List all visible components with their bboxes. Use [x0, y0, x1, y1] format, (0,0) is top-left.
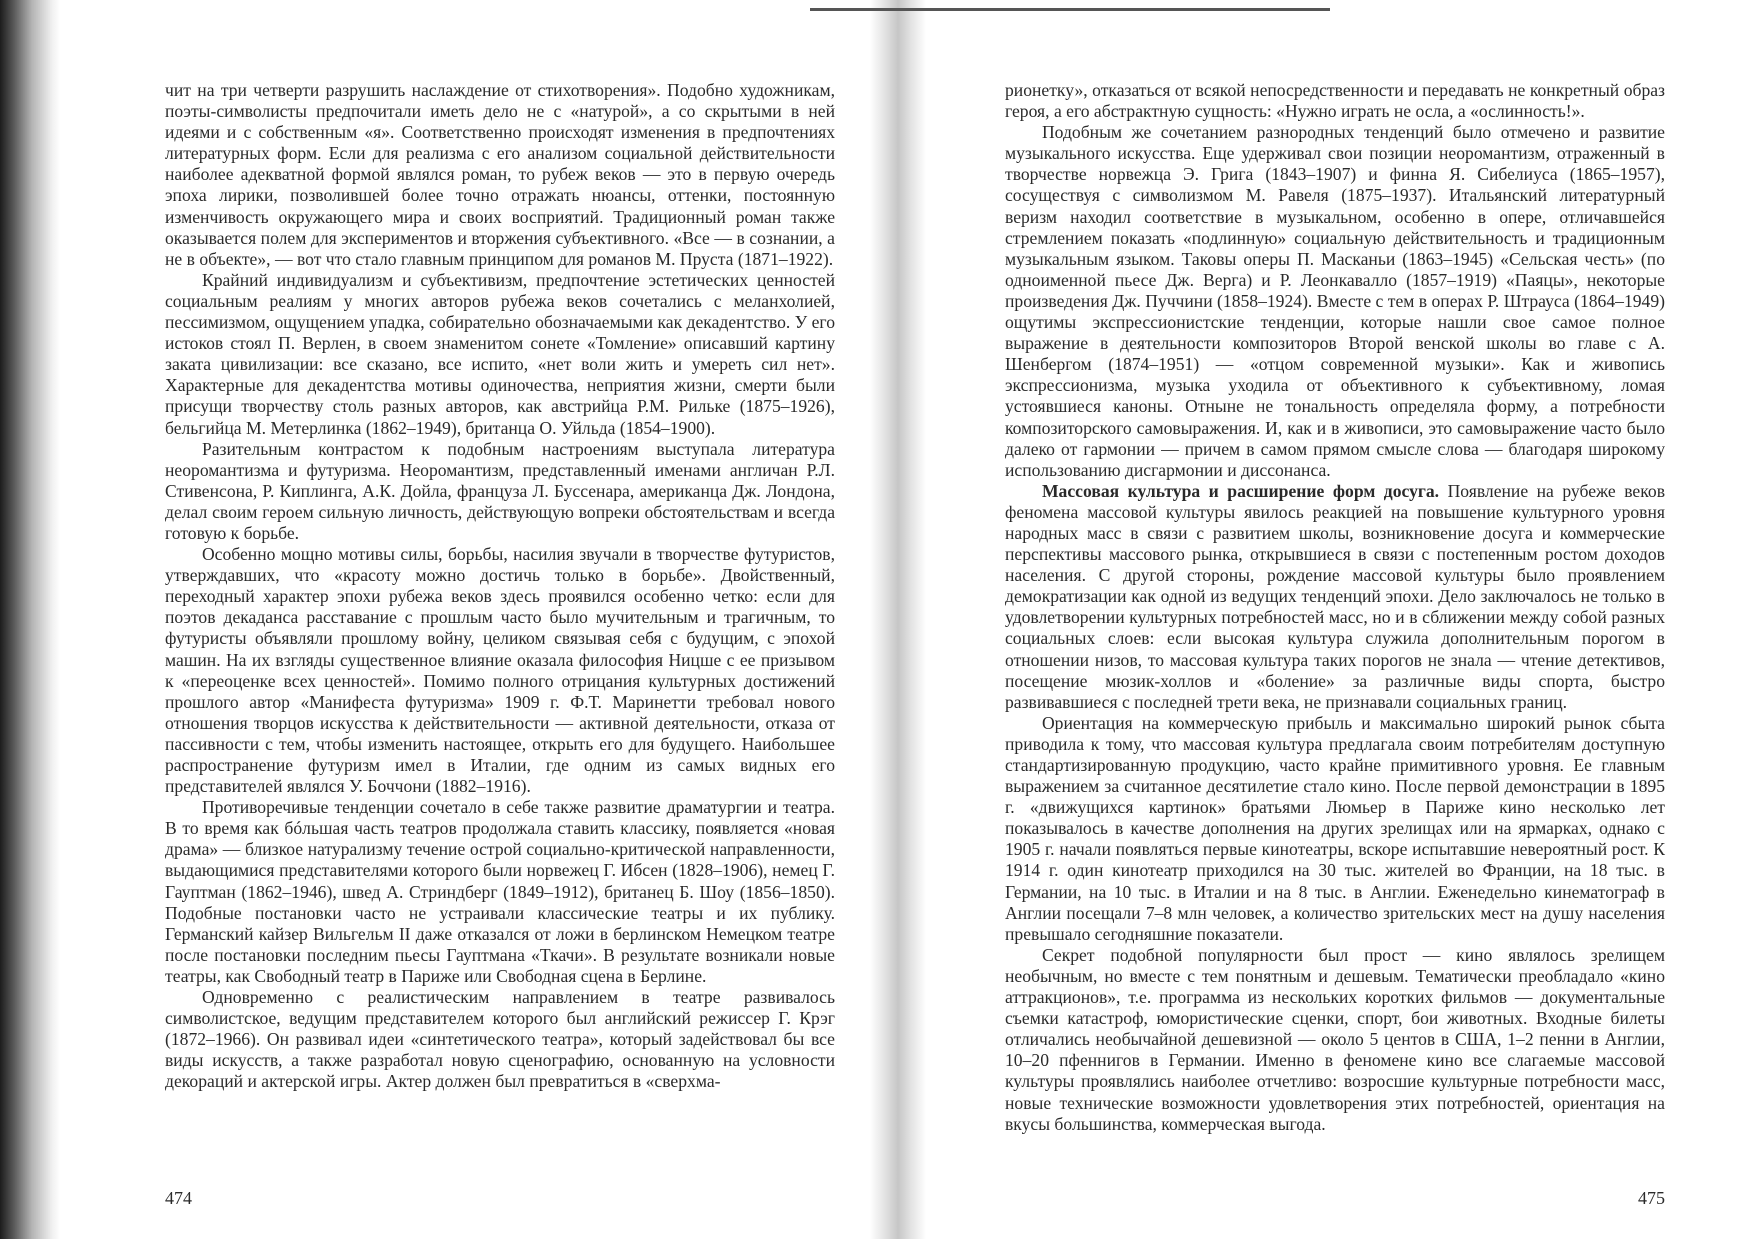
right-paragraph-2: Подобным же сочетанием разнородных тенденций было отмечено и развитие музыкального искусства. Еще удерживал свои позиции неоромантизм, отраженный в творчестве норвежца Э. Грига (1843–1907) и финна Я. Сибелиуса (1865–1957), сосуществуя с символизмом М. Равеля (1875–1937). Итальянский литературный веризм находил соответствие в музыкальном, особенно в опере, отличавшейся стремлением показать «подлинную» социальную действительность и традиционным музыкальным языком. Таковы оперы П. Масканьи (1863–1945) «Сельская честь» (по одноименной пьесе Дж. Верга) и Р. Леонкавалло (1857–1919) «Паяцы», некоторые произведения Дж. Пуччини (1858–1924). Вместе с тем в операх Р. Штрауса (1864–1949) ощутимы экспрессионистские тенденции, которые нашли свое самое полное выражение в деятельности композиторов Второй венской школы во главе с А. Шенбергом (1874–1951) — «отцом современной музыки». Как и живопись экспрессионизма, музыка уходила от объективного к субъективному, ломая устоявшиеся каноны. Отныне не тональность определяла форму, а потребности композиторского самовыражения. И, как и в живописи, это самовыражение часто было далеко от гармонии — причем в самом прямом смысле слова — благодаря широкому использованию дисгармонии и диссонанса.	[1005, 122, 1665, 480]
mass-culture-paragraph	[1005, 481, 1665, 713]
section-heading-mass-culture: Массовая культура и расширение форм досуга.	[1041, 480, 1440, 501]
right-paragraph-1: рионетку», отказаться от всякой непосредственности и передавать не конкретный образ героя, а его абстрактную сущность: «Нужно играть не осла, а «ослинность!».	[1005, 80, 1665, 122]
right-paragraph-5: Секрет подобной популярности был прост — кино являлось зрелищем необычным, но вместе с тем понятным и дешевым. Тематически преобладало «кино аттракционов», т.е. программа из нескольких коротких фильмов — документальные съемки катастроф, юмористические сценки, спорт, бои животных. Входные билеты отличались необычайной дешевизной — около 5 центов в США, 1–2 пенни в Англии, 10–20 пфеннигов в Германии. Именно в феномене кино все слагаемые массовой культуры проявлялись наиболее отчетливо: возросшие культурные потребности масс, новые технические возможности удовлетворения этих потребностей, ориентация на вкусы большинства, коммерческая выгода.	[1005, 944, 1665, 1134]
scan-shadow-left	[0, 0, 60, 1239]
left-paragraph-3: Разительным контрастом к подобным настроениям выступала литература неоромантизма и футуризма. Неоромантизм, представленный именами англичан Р.Л. Стивенсона, Р. Киплинга, А.К. Дойла, француза Л. Буссенара, американца Дж. Лондона, делал своим героем сильную личность, действующую вопреки обстоятельствам и всегда готовую к борьбе.	[165, 438, 835, 543]
left-paragraph-6: Одновременно с реалистическим направлением в театре развивалось символистское, ведущим представителем которого был английский режиссер Г. Крэг (1872–1966). Он развивал идеи «синтетического театра», который задействовал бы все виды искусств, а также разработал новую сценографию, основанную на условности декораций и актерской игры. Актер должен был превратиться в «сверхма-	[165, 987, 835, 1092]
right-paragraph-4: Ориентация на коммерческую прибыль и максимально широкий рынок сбыта приводила к тому, что массовая культура предлагала своим потребителям доступную стандартизированную продукцию, часто крайне примитивного уровня. Ее главным выражением за считанное десятилетие стало кино. После первой демонстрации в 1895 г. «движущихся картинок» братьями Люмьер в Париже кино несколько лет показывалось в качестве дополнения на других зрелищах или на ярмарках, однако с 1905 г. начали появляться первые кинотеатры, вскоре испытавшие невероятный рост. К 1914 г. один кинотеатр приходился на 30 тыс. жителей во Франции, на 18 тыс. в Германии, на 10 тыс. в Италии и на 8 тыс. в Англии. Еженедельно кинематограф в Англии посещали 7–8 млн человек, а количество зрительских мест на душу населения превышало сегодняшние показатели.	[1005, 712, 1665, 944]
mass-culture-text: Появление на рубеже веков феномена массовой культуры явилось реакцией на повышение культурного уровня народных масс в связи с развитием школы, возникновение досуга и коммерческие перспективы массового рынка, открывшиеся в связи с постепенным ростом доходов населения. С другой стороны, рождение массовой культуры было проявлением демократизации как одной из ведущих тенденций эпохи. Дело заключалось не только в удовлетворении культурных потребностей масс, но и в сближении между собой разных социальных слоев: если высокая культура служила дополнительным порогом в отношении низов, то массовая культура таких порогов не знала — чтение детективов, посещение мюзик-холлов и «боление» за различные виды спорта, быстро развивавшиеся с последней трети века, не признавали социальных границ.	[1005, 480, 1665, 712]
left-page	[165, 80, 835, 1093]
left-paragraph-4: Особенно мощно мотивы силы, борьбы, насилия звучали в творчестве футуристов, утверждавших, что «красоту можно достичь только в борьбе». Двойственный, переходный характер эпохи рубежа веков здесь проявился особенно четко: если для поэтов декаданса расставание с прошлым часто было мучительным и трагичным, то футуристы объявляли прошлому войну, целиком связывая себя с будущим, с эпохой машин. На их взгляды существенное влияние оказала философия Ницше с ее призывом к «переоценке всех ценностей». Помимо полного отрицания культурных достижений прошлого автор «Манифеста футуризма» 1909 г. Ф.Т. Маринетти требовал нового отношения творцов искусства к действительности — активной деятельности, отказа от пассивности с тем, чтобы изменить настоящее, открыть его для будущего. Наибольшее распространение футуризм имел в Италии, где одним из самых видных его представителей являлся У. Боччони (1882–1916).	[165, 544, 835, 797]
right-page	[1005, 80, 1665, 1135]
left-paragraph-5: Противоречивые тенденции сочетало в себе также развитие драматургии и театра. В то время как бóльшая часть театров продолжала ставить классику, появляется «новая драма» — близкое натурализму течение острой социально-критической направленности, выдающимися представителями которого были норвежец Г. Ибсен (1828–1906), немец Г. Гауптман (1862–1946), швед А. Стриндберг (1849–1912), британец Б. Шоу (1856–1850). Подобные постановки часто не устраивали классические театры и их публику. Германский кайзер Вильгельм II даже отказался от ложи в берлинском Немецком театре после постановки последним пьесы Гауптмана «Ткачи». В результате возникали новые театры, как Свободный театр в Париже или Свободная сцена в Берлине.	[165, 797, 835, 986]
left-paragraph-1: чит на три четверти разрушить наслаждение от стихотворения». Подобно художникам, поэты-символисты предпочитали иметь дело не с «натурой», а со скрытыми в ней идеями и с собственным «я». Соответственно происходят изменения в предпочтениях литературных форм. Если для реализма с его анализом социальной действительности наиболее адекватной формой являлся роман, то рубеж веков — это в первую очередь эпоха лирики, позволившей более точно отражать нюансы, оттенки, постоянную изменчивость окружающего мира и своих восприятий. Традиционный роман также оказывается полем для экспериментов и вторжения субъективного. «Все — в сознании, а не в объекте», — вот что стало главным принципом для романов М. Пруста (1871–1922).	[165, 80, 835, 269]
left-paragraph-2: Крайний индивидуализм и субъективизм, предпочтение эстетических ценностей социальным реалиям у многих авторов рубежа веков сочетались с меланхолией, пессимизмом, ощущением упадка, собирательно обозначаемыми как декадентство. У его истоков стоял П. Верлен, в своем знаменитом сонете «Томление» описавший картину заката цивилизации: все сказано, все испито, «нет воли жить и умереть сил нет». Характерные для декадентства мотивы одиночества, неприятия жизни, смерти были присущи творчеству столь разных авторов, как австрийца Р.М. Рильке (1875–1926), бельгийца М. Метерлинка (1862–1949), британца О. Уйльда (1854–1900).	[165, 269, 835, 438]
page-number-right: 475	[1638, 1188, 1665, 1208]
book-gutter	[870, 0, 926, 1239]
page-number-left: 474	[165, 1188, 192, 1208]
scan-top-edge	[810, 8, 1330, 11]
